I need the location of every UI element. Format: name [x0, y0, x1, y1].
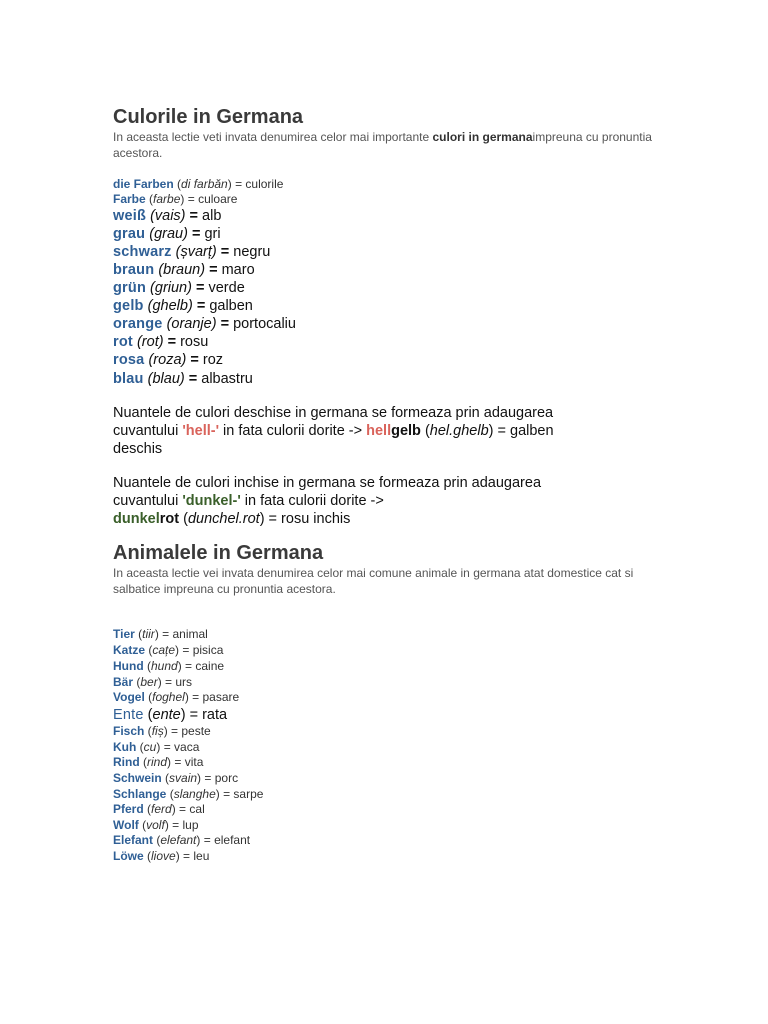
color-row: grau (grau) = gri [113, 226, 221, 242]
color-word: grün [113, 280, 147, 296]
light-shades-paragraph [113, 404, 673, 458]
color-pronunciation: (roza) [148, 352, 187, 368]
color-pronunciation: (braun) [158, 262, 206, 278]
dark-shades-paragraph [113, 474, 673, 528]
color-pronunciation: (șvarț) [175, 244, 217, 260]
animal-row: Löwe (liove) = leu [113, 849, 210, 863]
colors-intro-text-end: impreuna cu pronuntia acestora. [113, 130, 652, 160]
animal-row: Wolf (volf) = lup [113, 818, 199, 832]
color-word: rosa [113, 352, 145, 368]
animal-row: Bär (ber) = urs [113, 675, 193, 689]
color-word: schwarz [113, 244, 172, 260]
vocab-meaning: culorile [245, 177, 284, 191]
color-meaning: verde [208, 280, 245, 296]
example-prefix: dunkel [113, 511, 160, 527]
animal-row: Hund (hund) = caine [113, 659, 225, 673]
paragraph-line: cuvantului 'hell-' in fata culorii dorite -> hellgelb (hel.ghelb) = galben [113, 423, 554, 439]
color-meaning: albastru [201, 371, 253, 387]
color-meaning: alb [202, 208, 222, 224]
color-word: grau [113, 226, 146, 242]
color-meaning: roz [202, 352, 224, 368]
animal-row: Vogel (foghel) = pasare [113, 690, 240, 704]
animal-row: Pferd (ferd) = cal [113, 802, 205, 816]
color-pronunciation: (oranje) [166, 316, 217, 332]
colors-intro [113, 129, 663, 161]
animal-row: Elefant (elefant) = elefant [113, 833, 251, 847]
animals-intro: In aceasta lectie vei invata denumirea celor mai comune animale in germana atat domestice cat si salbatice impreuna cu pronuntia acestora. [113, 566, 634, 596]
example-prefix: hell [366, 423, 392, 439]
animal-row: Ente (ente) = rata [113, 707, 228, 723]
color-row: gelb (ghelb) = galben [113, 298, 253, 314]
vocab-pronunciation: farbe [153, 192, 181, 206]
hell-prefix: 'hell-' [182, 423, 220, 439]
vocab-meaning: culoare [198, 192, 238, 206]
color-pronunciation: (grau) [149, 226, 188, 242]
animal-row: Schwein (svain) = porc [113, 771, 239, 785]
color-word: orange [113, 316, 163, 332]
color-row: blau (blau) = albastru [113, 371, 253, 387]
color-pronunciation: (griun) [150, 280, 192, 296]
color-row: orange (oranje) = portocaliu [113, 316, 296, 332]
animal-row: Kuh (cu) = vaca [113, 740, 200, 754]
color-row: weiß (vais) = alb [113, 208, 222, 224]
color-row: schwarz (șvarț) = negru [113, 244, 271, 260]
color-pronunciation: (ghelb) [147, 298, 193, 314]
color-row: rot (rot) = rosu [113, 334, 209, 350]
color-word: gelb [113, 298, 144, 314]
color-meaning: maro [221, 262, 255, 278]
paragraph-line: Nuantele de culori deschise in germana se formeaza prin adaugarea [113, 405, 554, 421]
color-meaning: gri [204, 226, 221, 242]
animal-row: Tier (tiir) = animal [113, 627, 208, 641]
paragraph-line: deschis [113, 441, 163, 457]
animal-row: Schlange (slanghe) = sarpe [113, 787, 264, 801]
vocab-word: Farbe [113, 192, 146, 206]
color-pronunciation: (vais) [150, 208, 186, 224]
color-meaning: negru [233, 244, 271, 260]
color-meaning: rosu [180, 334, 209, 350]
paragraph-line: Nuantele de culori inchise in germana se formeaza prin adaugarea [113, 475, 542, 491]
vocab-row: Farbe (farbe) = culoare [113, 192, 238, 206]
dunkel-prefix: 'dunkel-' [182, 493, 241, 509]
example-color: rot [159, 511, 180, 527]
color-word: braun [113, 262, 155, 278]
color-word: rot [113, 334, 133, 350]
example-pronunciation: dunchel.rot [187, 511, 260, 527]
example-color: gelb [391, 423, 421, 439]
vocab-row: die Farben (di farbăn) = culorile [113, 177, 284, 191]
animal-row: Rind (rind) = vita [113, 755, 204, 769]
colors-intro-bold: culori in germana [432, 130, 533, 144]
animals-title: Animalele in Germana [113, 542, 324, 564]
animal-row: Fisch (fiș) = peste [113, 724, 211, 738]
color-word: weiß [113, 208, 147, 224]
colors-intro-text: In aceasta lectie veti invata denumirea celor mai importante [113, 130, 433, 144]
color-word: blau [113, 371, 144, 387]
animal-row: Katze (cațe) = pisica [113, 643, 224, 657]
vocab-word: die Farben [113, 177, 174, 191]
paragraph-line: dunkelrot (dunchel.rot) = rosu inchis [113, 511, 351, 527]
color-pronunciation: (blau) [147, 371, 185, 387]
colors-title: Culorile in Germana [113, 106, 304, 128]
color-row: rosa (roza) = roz [113, 352, 224, 368]
paragraph-line: cuvantului 'dunkel-' in fata culorii dorite -> [113, 493, 384, 509]
vocab-pronunciation: di farbăn [181, 177, 228, 191]
color-meaning: portocaliu [233, 316, 296, 332]
example-pronunciation: hel.ghelb [429, 423, 489, 439]
color-row: grün (griun) = verde [113, 280, 245, 296]
color-pronunciation: (rot) [136, 334, 164, 350]
color-meaning: galben [209, 298, 253, 314]
color-row: braun (braun) = maro [113, 262, 255, 278]
